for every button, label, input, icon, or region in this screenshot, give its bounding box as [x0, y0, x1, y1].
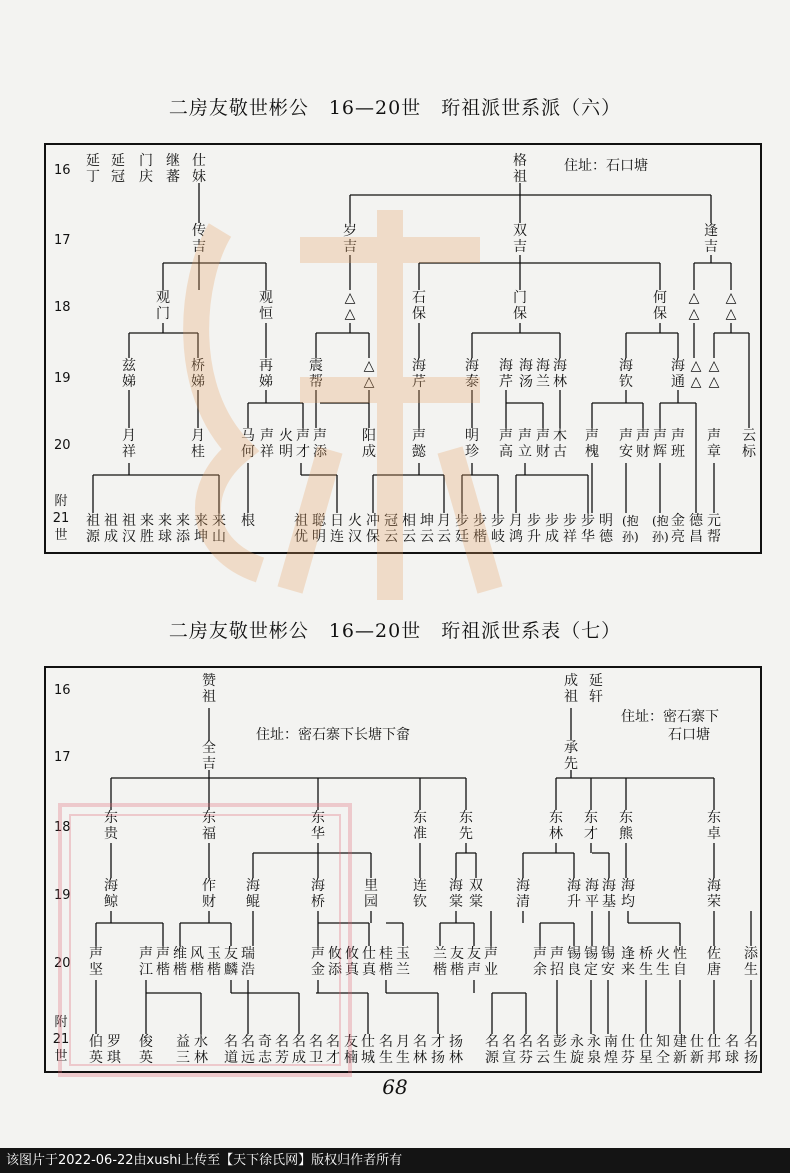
person-name-g20: 声班	[671, 428, 685, 460]
page-number: 68	[382, 1075, 408, 1099]
person-name-g21: 步岐	[491, 513, 505, 545]
person-name-g21: 名远	[241, 1034, 255, 1066]
person-name-g21: 名道	[224, 1034, 238, 1066]
person-name-g18: 观门	[156, 290, 170, 322]
person-name-g19: 海均	[621, 878, 635, 910]
person-name-g21: 益三	[176, 1034, 190, 1066]
person-name-g21: 名宣	[502, 1034, 516, 1066]
gen-label-19: 19	[54, 371, 71, 386]
person-name-g17: 双吉	[513, 223, 527, 255]
person-name-g19: 海清	[516, 878, 530, 910]
address-label-2b: 石口塘	[668, 727, 710, 743]
person-name-g18: 观恒	[259, 290, 273, 322]
gen-label-20: 20	[54, 956, 71, 971]
person-name-g19: 海钦	[619, 358, 633, 390]
person-name-g20: 桥生	[639, 946, 653, 978]
person-name-g20: 声槐	[585, 428, 599, 460]
person-name-g21: 德昌	[689, 513, 703, 545]
person-name-g21: 奇志	[258, 1034, 272, 1066]
person-name-g21: 金亮	[671, 513, 685, 545]
person-name-g21: 步成	[545, 513, 559, 545]
person-name-g19: 作财	[202, 878, 216, 910]
person-name-g20: 攸真	[345, 946, 359, 978]
person-name-g19: 海芹	[412, 358, 426, 390]
person-name-g21: 月鸿	[509, 513, 523, 545]
person-name-g19: 海升	[567, 878, 581, 910]
person-name-g16: 延丁	[86, 153, 100, 185]
person-name-g21: 扬林	[449, 1034, 463, 1066]
person-name-g20: 锡安	[601, 946, 615, 978]
person-name-g20: 声业	[484, 946, 498, 978]
person-name-g21: 祖成	[104, 513, 118, 545]
person-name-g16: 延冠	[111, 153, 125, 185]
person-name-g16: 成祖	[564, 673, 578, 705]
person-name-g19: 海兰	[536, 358, 550, 390]
person-name-g21: 冠云	[384, 513, 398, 545]
person-name-g18: 东先	[459, 810, 473, 842]
person-name-g16: 格祖	[513, 153, 527, 185]
person-name-g19: 连钦	[413, 878, 427, 910]
person-name-g20: 兰楷	[433, 946, 447, 978]
person-name-g21: 俊英	[139, 1034, 153, 1066]
person-name-g21: 步华	[581, 513, 595, 545]
person-name-g20: 玉兰	[396, 946, 410, 978]
person-name-g21: 南煌	[604, 1034, 618, 1066]
person-name-g21: 月生	[396, 1034, 410, 1066]
person-name-g18: 东准	[413, 810, 427, 842]
person-name-g20: 火生	[656, 946, 670, 978]
person-name-g19: 再娣	[259, 358, 273, 390]
person-name-g19: 海基	[602, 878, 616, 910]
person-name-g21: 冲保	[366, 513, 380, 545]
person-name-g20: 友楷	[450, 946, 464, 978]
person-name-g19: 海林	[553, 358, 567, 390]
person-name-g18: 东卓	[707, 810, 721, 842]
person-name-g19: △△	[708, 358, 720, 390]
gen-label-19: 19	[54, 888, 71, 903]
person-name-g21: 祖源	[86, 513, 100, 545]
person-name-g21: 名云	[536, 1034, 550, 1066]
person-name-g20: 云标	[742, 428, 756, 460]
person-name-g20: 声余	[533, 946, 547, 978]
person-name-g18: 石保	[412, 290, 426, 322]
person-name-g21: 月云	[437, 513, 451, 545]
chart1-frame	[44, 143, 762, 554]
person-name-g18: 东林	[549, 810, 563, 842]
person-name-g20: 友麟	[224, 946, 238, 978]
person-name-g21: 名球	[725, 1034, 739, 1066]
person-name-g20: 声添	[313, 428, 327, 460]
person-name-g19: 海荣	[707, 878, 721, 910]
person-name-g19: 海芹	[499, 358, 513, 390]
person-name-g18: 东贵	[104, 810, 118, 842]
person-name-g18: 东华	[311, 810, 325, 842]
person-name-g20: 月祥	[122, 428, 136, 460]
person-name-g21: 名源	[485, 1034, 499, 1066]
person-name-g19: 震帮	[309, 358, 323, 390]
person-name-g21: 水林	[194, 1034, 208, 1066]
chart2-tree-lines	[46, 668, 760, 1071]
person-name-g19: 海鲲	[246, 878, 260, 910]
person-name-g20: 阳成	[362, 428, 376, 460]
person-name-g21: 名成	[292, 1034, 306, 1066]
person-name-g16: 门庆	[139, 153, 153, 185]
person-name-g20: 声祥	[260, 428, 274, 460]
person-name-g21: 来坤	[194, 513, 208, 545]
person-name-g19: △△	[363, 358, 375, 390]
person-name-g19: 海棠	[449, 878, 463, 910]
person-name-g19: 海平	[585, 878, 599, 910]
person-name-g21: 罗琪	[107, 1034, 121, 1066]
person-name-g21: 祖优	[294, 513, 308, 545]
person-name-g20: 火明	[279, 428, 293, 460]
person-name-g18: 东福	[202, 810, 216, 842]
person-name-g20: 攸添	[328, 946, 342, 978]
gen-label-17: 17	[54, 750, 71, 765]
person-name-g21: (抱孙)	[652, 514, 669, 544]
person-name-g21: 伯英	[89, 1034, 103, 1066]
person-name-g20: 马何	[241, 428, 255, 460]
person-name-g21: 名芳	[275, 1034, 289, 1066]
address-label-2a: 住址：密石寨下	[621, 709, 719, 725]
person-name-g20: 逢来	[621, 946, 635, 978]
person-name-g21: 步升	[527, 513, 541, 545]
person-name-g21: 名林	[413, 1034, 427, 1066]
person-name-g19: 海桥	[311, 878, 325, 910]
address-label-1: 住址：密石寨下长塘下畲	[256, 727, 410, 743]
person-name-g20: 声高	[499, 428, 513, 460]
person-name-g20: 木古	[553, 428, 567, 460]
person-name-g21: 永旋	[570, 1034, 584, 1066]
person-name-g20: 声财	[636, 428, 650, 460]
person-name-g20: 桂楷	[379, 946, 393, 978]
person-name-g18: △△	[725, 290, 737, 322]
person-name-g19: 海鲸	[104, 878, 118, 910]
gen-label-17: 17	[54, 233, 71, 248]
person-name-g21: 仕新	[690, 1034, 704, 1066]
person-name-g21: 才扬	[431, 1034, 445, 1066]
address-label: 住址：石口塘	[564, 158, 648, 174]
person-name-g20: 性自	[673, 946, 687, 978]
gen21-text: 附 21 世	[52, 494, 70, 543]
person-name-g21: 名卫	[309, 1034, 323, 1066]
person-name-g20: 声江	[139, 946, 153, 978]
gen-label-18: 18	[54, 300, 71, 315]
person-name-g18: 东熊	[619, 810, 633, 842]
person-name-g21: 祖汉	[122, 513, 136, 545]
person-name-g20: 玉楷	[207, 946, 221, 978]
person-name-g18: △△	[688, 290, 700, 322]
chart1-title: 二房友敬世彬公 16—20世 珩祖派世系派（六）	[168, 97, 622, 119]
person-name-g20: 风楷	[190, 946, 204, 978]
chart2-frame	[44, 666, 762, 1073]
person-name-g20: 维楷	[173, 946, 187, 978]
person-name-g21: 仕城	[361, 1034, 375, 1066]
person-name-g19: 兹娣	[122, 358, 136, 390]
person-name-g18: △△	[344, 290, 356, 322]
person-name-g20: 声懿	[412, 428, 426, 460]
person-name-g21: 建新	[673, 1034, 687, 1066]
person-name-g21: 坤云	[420, 513, 434, 545]
gen-label-18: 18	[54, 820, 71, 835]
person-name-g20: 锡定	[584, 946, 598, 978]
person-name-g21: 知仝	[656, 1034, 670, 1066]
person-name-g20: 声章	[707, 428, 721, 460]
person-name-g20: 佐唐	[707, 946, 721, 978]
person-name-g16: 仕妹	[192, 153, 206, 185]
person-name-g21: 仕邦	[707, 1034, 721, 1066]
person-name-g19: 海泰	[465, 358, 479, 390]
chart1-tree-lines	[46, 145, 760, 552]
person-name-g21: 来山	[212, 513, 226, 545]
person-name-g17: 承先	[564, 740, 578, 772]
person-name-g20: 仕真	[362, 946, 376, 978]
person-name-g21: 聪明	[312, 513, 326, 545]
person-name-g20: 声辉	[653, 428, 667, 460]
person-name-g21: 相云	[402, 513, 416, 545]
person-name-g17: 传吉	[192, 223, 206, 255]
person-name-g20: 月桂	[191, 428, 205, 460]
person-name-g20: 声立	[518, 428, 532, 460]
person-name-g21: 根	[241, 513, 255, 529]
person-name-g21: 名才	[326, 1034, 340, 1066]
person-name-g21: 友楠	[344, 1034, 358, 1066]
person-name-g21: 来球	[158, 513, 172, 545]
person-name-g21: 来添	[176, 513, 190, 545]
person-name-g21: 名扬	[744, 1034, 758, 1066]
person-name-g21: 步楷	[473, 513, 487, 545]
person-name-g17: 全吉	[202, 740, 216, 772]
person-name-g21: 仕芬	[621, 1034, 635, 1066]
person-name-g20: 声金	[311, 946, 325, 978]
person-name-g21: 永泉	[587, 1034, 601, 1066]
person-name-g16: 延轩	[589, 673, 603, 705]
chart2-title: 二房友敬世彬公 16—20世 珩祖派世系表（七）	[168, 620, 622, 642]
person-name-g16: 继蕃	[166, 153, 180, 185]
person-name-g21: 仕星	[639, 1034, 653, 1066]
person-name-g18: 东才	[584, 810, 598, 842]
gen-label-16: 16	[54, 683, 71, 698]
person-name-g19: 里园	[364, 878, 378, 910]
person-name-g21: 步廷	[455, 513, 469, 545]
gen-label-16: 16	[54, 163, 71, 178]
person-name-g21: 火汉	[348, 513, 362, 545]
person-name-g19: 双棠	[469, 878, 483, 910]
person-name-g17: 逢吉	[704, 223, 718, 255]
person-name-g20: 声招	[550, 946, 564, 978]
person-name-g20: 友声	[467, 946, 481, 978]
person-name-g21: 元帮	[707, 513, 721, 545]
gen-label-20: 20	[54, 438, 71, 453]
person-name-g21: 明德	[599, 513, 613, 545]
person-name-g21: 名生	[379, 1034, 393, 1066]
person-name-g21: 日连	[330, 513, 344, 545]
person-name-g20: 声财	[536, 428, 550, 460]
person-name-g20: 瑞浩	[241, 946, 255, 978]
person-name-g18: 何保	[653, 290, 667, 322]
person-name-g20: 添生	[744, 946, 758, 978]
person-name-g21: 名芬	[519, 1034, 533, 1066]
person-name-g19: 桥娣	[191, 358, 205, 390]
person-name-g20: 声坚	[89, 946, 103, 978]
person-name-g20: 声楷	[156, 946, 170, 978]
person-name-g20: 声才	[296, 428, 310, 460]
person-name-g21: 来胜	[140, 513, 154, 545]
person-name-g18: 门保	[513, 290, 527, 322]
person-name-g20: 明珍	[465, 428, 479, 460]
gen21-text: 附 21 世	[52, 1015, 70, 1064]
footer-copyright: 该图片于2022-06-22由xushi上传至【天下徐氏网】版权归作者所有	[0, 1148, 790, 1173]
person-name-g20: 锡良	[567, 946, 581, 978]
person-name-g20: 声安	[619, 428, 633, 460]
person-name-g21: 步祥	[563, 513, 577, 545]
person-name-g19: △△	[690, 358, 702, 390]
person-name-g16: 赞祖	[202, 673, 216, 705]
person-name-g21: (抱孙)	[622, 514, 639, 544]
person-name-g21: 彭生	[553, 1034, 567, 1066]
person-name-g19: 海通	[671, 358, 685, 390]
person-name-g17: 岁吉	[343, 223, 357, 255]
person-name-g19: 海汤	[519, 358, 533, 390]
